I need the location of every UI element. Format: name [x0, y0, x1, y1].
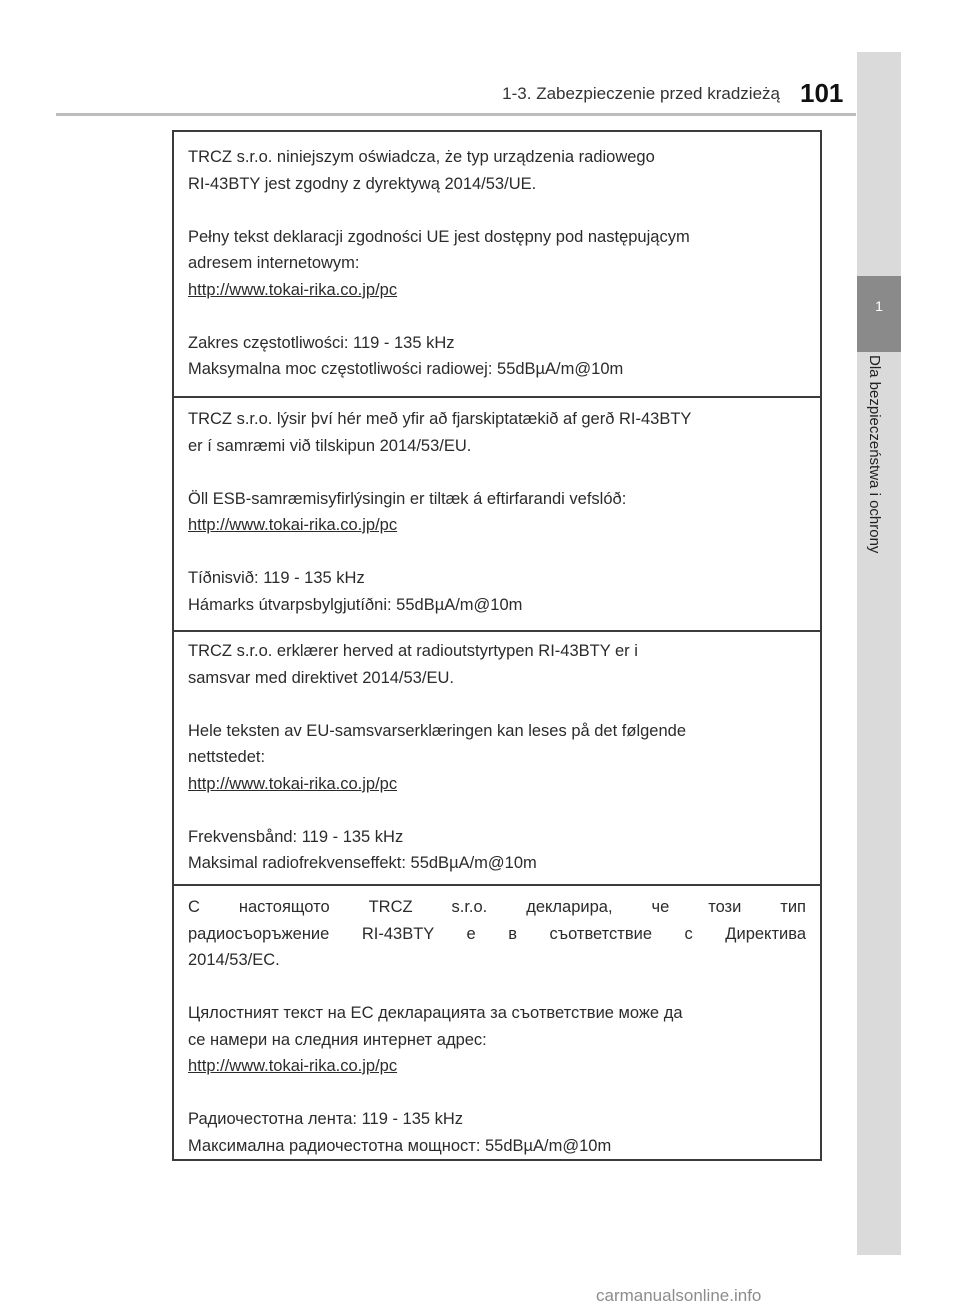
- statement-line: TRCZ s.r.o. niniejszym oświadcza, że typ urządzenia radiowego: [188, 148, 655, 166]
- frequency-range: Frekvensbånd: 119 - 135 kHz: [188, 827, 404, 846]
- site-watermark: carmanualsonline.info: [596, 1286, 762, 1305]
- availability-line: adresem internetowym:: [188, 254, 360, 272]
- availability-line: Öll ESB-samræmisyfirlýsingin er tiltæk á eftirfarandi vefslóð:: [188, 489, 627, 508]
- running-header-title: 1-3. Zabezpieczenie przed kradzieżą: [502, 84, 780, 103]
- declaration-section-icelandic: [174, 396, 820, 630]
- declaration-url-link[interactable]: http://www.tokai-rika.co.jp/pc: [188, 774, 398, 793]
- chapter-number-badge: 1: [857, 276, 901, 352]
- chapter-side-tab: [857, 52, 901, 1255]
- availability-line: Pełny tekst deklaracji zgodności UE jest dostępny pod następującym: [188, 227, 690, 246]
- max-power: Hámarks útvarpsbylgjutíðni: 55dBµA/m@10m: [188, 595, 523, 614]
- statement-line: er í samræmi við tilskipun 2014/53/EU.: [188, 436, 472, 455]
- max-power: Maksimal radiofrekvenseffekt: 55dBµA/m@10m: [188, 854, 537, 872]
- availability-line: Hele teksten av EU-samsvarserklæringen kan leses på det følgende: [188, 721, 686, 740]
- availability-line: nettstedet:: [188, 748, 266, 766]
- statement-line: samsvar med direktivet 2014/53/EU.: [188, 668, 454, 687]
- chapter-title-text: Dla bezpieczeństwa i ochrony: [866, 355, 883, 554]
- declaration-url-link[interactable]: http://www.tokai-rika.co.jp/pc: [188, 516, 398, 534]
- frequency-range: Радиочестотна лента: 119 - 135 kHz: [188, 1110, 464, 1128]
- frequency-range: Zakres częstotliwości: 119 - 135 kHz: [188, 333, 455, 352]
- availability-line: Цялостният текст на ЕС декларацията за съответствие може да: [188, 1004, 683, 1022]
- declaration-section-norwegian: [174, 630, 820, 884]
- frequency-range: Tíðnisvið: 119 - 135 kHz: [188, 569, 365, 587]
- statement-line: С настоящото TRCZ s.r.o. декларира, че този тип: [188, 898, 806, 916]
- statement-line: TRCZ s.r.o. erklærer herved at radioutstyrtypen RI-43BTY er i: [188, 642, 638, 660]
- declaration-url-link[interactable]: http://www.tokai-rika.co.jp/pc: [188, 1057, 398, 1075]
- declaration-url-link[interactable]: http://www.tokai-rika.co.jp/pc: [188, 280, 398, 299]
- declaration-section-polish: [174, 132, 820, 396]
- max-power: Maksymalna moc częstotliwości radiowej: 55dBµA/m@10m: [188, 360, 624, 378]
- availability-line: се намери на следния интернет адрес:: [188, 1030, 487, 1049]
- chapter-title-vertical: [866, 355, 899, 605]
- statement-line: TRCZ s.r.o. lýsir því hér með yfir að fjarskiptatækið af gerð RI-43BTY: [188, 410, 692, 428]
- statement-line: 2014/53/ЕС.: [188, 951, 280, 969]
- header-divider: [56, 113, 856, 116]
- max-power: Максимална радиочестотна мощност: 55dBµA/m@10m: [188, 1136, 612, 1155]
- page-number: 101: [800, 78, 844, 108]
- declaration-section-bulgarian: [174, 884, 820, 1159]
- statement-line: радиосъоръжение RI-43BTY е в съответствие с Директива: [188, 924, 806, 943]
- statement-line: RI-43BTY jest zgodny z dyrektywą 2014/53/UE.: [188, 174, 537, 193]
- declaration-table: [172, 130, 822, 1161]
